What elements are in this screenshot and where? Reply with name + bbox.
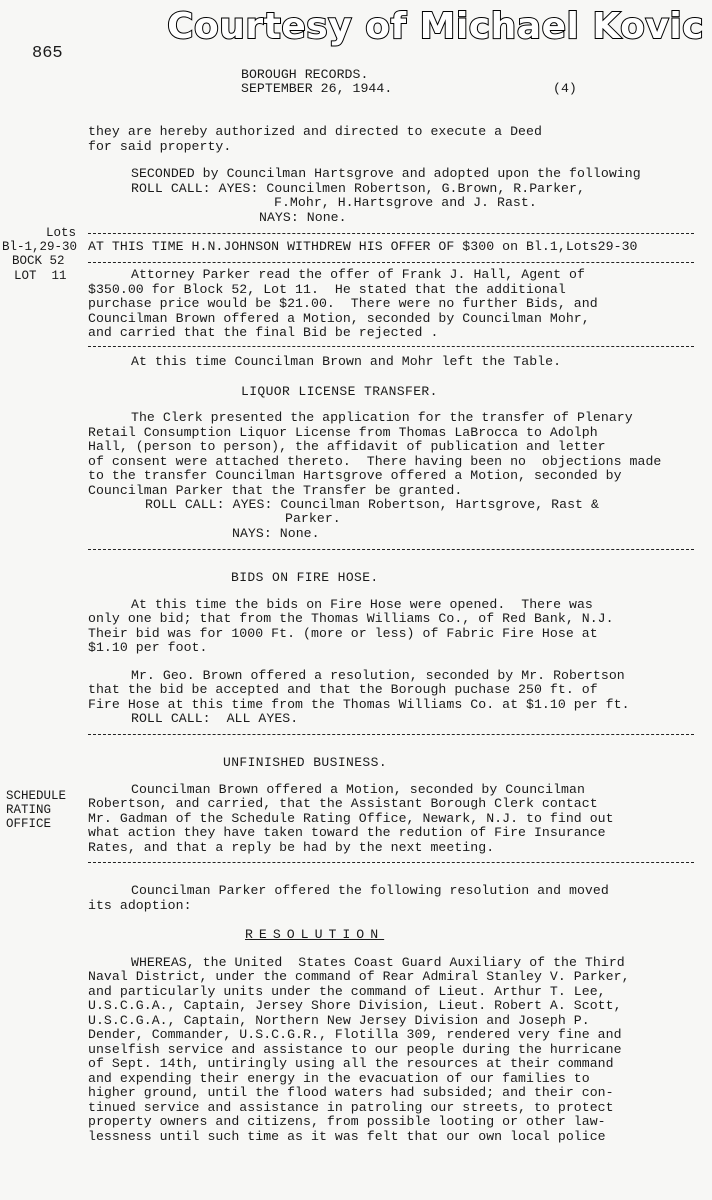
header-date: SEPTEMBER 26, 1944. [241, 81, 393, 96]
text-line: $350.00 for Block 52, Lot 11. He stated that the additional [88, 282, 566, 297]
text-line: Fire Hose at this time from the Thomas Williams Co. at $1.10 per ft. [88, 697, 630, 712]
text-line: Hall, (person to person), the affidavit of publication and letter [88, 439, 606, 454]
text-line: what action they have taken toward the redution of Fire Insurance [88, 825, 606, 840]
text-line: they are hereby authorized and directed to execute a Deed [88, 124, 542, 139]
text-line: unselfish service and assistance to our people during the hurricane [88, 1042, 622, 1057]
text-line: and expending their energy in the evacuation of our families to [88, 1071, 590, 1086]
text-line: property owners and citizens, from possible looting or other law- [88, 1114, 606, 1129]
withdrew-line: AT THIS TIME H.N.JOHNSON WITHDREW HIS OFFER OF $300 on Bl.1,Lots29-30 [88, 239, 638, 254]
text-line: Councilman Parker that the Transfer be granted. [88, 483, 463, 498]
text-line: NAYS: None. [259, 210, 347, 225]
text-line: Mr. Gadman of the Schedule Rating Office, Newark, N.J. to find out [88, 811, 614, 826]
text-line: U.S.C.G.A., Captain, Northern New Jersey Division and Joseph P. [88, 1013, 590, 1028]
text-line: purchase price would be $21.00. There were no further Bids, and [88, 296, 598, 311]
text-line: and particularly units under the command of Lieut. Arthur T. Lee, [88, 984, 606, 999]
margin-note-block-lots: Bl-1,29-30 [2, 240, 78, 254]
text-line: Councilman Parker offered the following resolution and moved [131, 883, 609, 898]
section-heading-liquor: LIQUOR LICENSE TRANSFER. [241, 384, 438, 399]
text-line: The Clerk presented the application for the transfer of Plenary [131, 410, 633, 425]
text-line: WHEREAS, the United States Coast Guard Auxiliary of the Third [131, 955, 625, 970]
text-line: At this time the bids on Fire Hose were opened. There was [131, 597, 593, 612]
divider [88, 549, 694, 550]
divider [88, 233, 694, 234]
text-line: ROLL CALL: ALL AYES. [131, 711, 299, 726]
text-line: Councilman Brown offered a Motion, seconded by Councilman Mohr, [88, 311, 590, 326]
page-number: 865 [32, 44, 63, 63]
text-line: Their bid was for 1000 Ft. (more or less) of Fabric Fire Hose at [88, 626, 598, 641]
text-line: ROLL CALL: AYES: Councilman Robertson, Hartsgrove, Rast & [145, 497, 599, 512]
text-line: higher ground, until the flood waters had subsided; and their con- [88, 1085, 614, 1100]
text-line: Councilman Brown offered a Motion, seconded by Councilman [131, 782, 585, 797]
text-line: ROLL CALL: AYES: Councilmen Robertson, G.Brown, R.Parker, [131, 181, 585, 196]
text-line: lessness until such time as it was felt that our own local police [88, 1129, 606, 1144]
text-line: NAYS: None. [232, 526, 320, 541]
text-line: Naval District, under the command of Rear Admiral Stanley V. Parker, [88, 969, 630, 984]
margin-note-lot11: LOT 11 [14, 269, 67, 283]
text-line: tinued service and assistance in patroling our streets, to protect [88, 1100, 614, 1115]
margin-note-schedule: SCHEDULE [6, 789, 67, 803]
text-line: of consent were attached thereto. There having been no objections made [88, 454, 662, 469]
text-line: its adoption: [88, 898, 192, 913]
text-line: At this time Councilman Brown and Mohr left the Table. [131, 354, 562, 369]
watermark: Courtesy of Michael Kovic [167, 6, 704, 47]
section-heading-unfinished: UNFINISHED BUSINESS. [223, 755, 388, 770]
text-line: Retail Consumption Liquor License from Thomas LaBrocca to Adolph [88, 425, 598, 440]
text-line: to the transfer Councilman Hartsgrove offered a Motion, seconded by [88, 468, 622, 483]
divider [88, 862, 694, 863]
text-line: Dender, Commander, U.S.C.G.R., Flotilla 309, rendered very fine and [88, 1027, 622, 1042]
text-line: only one bid; that from the Thomas Williams Co., of Red Bank, N.J. [88, 611, 614, 626]
margin-note-office: OFFICE [6, 817, 52, 831]
text-line: Parker. [285, 511, 341, 526]
divider [88, 346, 694, 347]
margin-note-block52: BOCK 52 [12, 254, 65, 268]
text-line: that the bid be accepted and that the Borough puchase 250 ft. of [88, 682, 598, 697]
text-line: for said property. [88, 139, 232, 154]
text-line: SECONDED by Councilman Hartsgrove and adopted upon the following [131, 166, 641, 181]
divider [88, 262, 694, 263]
text-line: F.Mohr, H.Hartsgrove and J. Rast. [274, 195, 537, 210]
text-line: $1.10 per foot. [88, 640, 208, 655]
divider [88, 734, 694, 735]
text-line: of Sept. 14th, untiringly using all the resources at their command [88, 1056, 614, 1071]
resolution-heading: RESOLUTION [245, 927, 385, 942]
text-line: Robertson, and carried, that the Assistant Borough Clerk contact [88, 796, 598, 811]
text-line: Mr. Geo. Brown offered a resolution, seconded by Mr. Robertson [131, 668, 625, 683]
text-line: Attorney Parker read the offer of Frank J. Hall, Agent of [131, 267, 585, 282]
text-line: and carried that the final Bid be rejected . [88, 325, 439, 340]
text-line: Rates, and that a reply be had by the next meeting. [88, 840, 495, 855]
header-title: BOROUGH RECORDS. [241, 67, 369, 82]
text-line: U.S.C.G.A., Captain, Jersey Shore Division, Lieut. Robert A. Scott, [88, 998, 622, 1013]
margin-note-lots: Lots [46, 226, 77, 240]
header-page-marker: (4) [553, 81, 577, 96]
section-heading-fire-hose: BIDS ON FIRE HOSE. [231, 570, 379, 585]
margin-note-rating: RATING [6, 803, 52, 817]
